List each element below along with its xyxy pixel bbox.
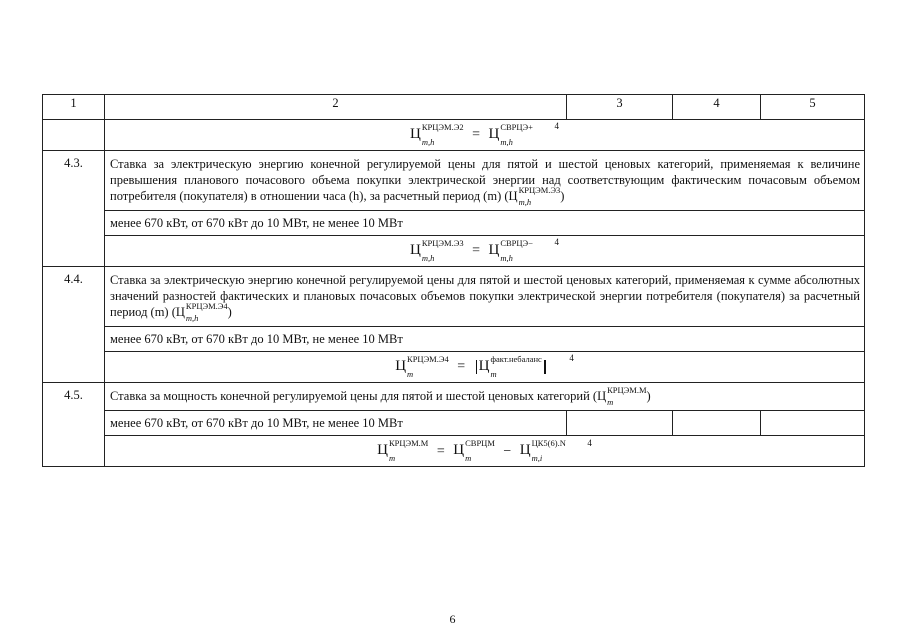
- abs-bar-right: [544, 360, 546, 374]
- item-description: Ставка за электрическую энергию конечной регулируемой цены для пятой и шестой ценовых категорий, применяемая к величине превышения планового почасового объема покупки электрической энергии над соответствующим фактическим почасовым объемом потребителя (покупателя) в отношении часа (h), за расчетный период (m) (Ц КРЦЭМ.Э3 m,h ): [105, 151, 865, 211]
- table-row: [43, 267, 865, 327]
- footnote-mark: 4: [554, 121, 559, 132]
- page-number: 6: [449, 612, 456, 626]
- formula-cell: [105, 120, 865, 151]
- tariff-table: [42, 94, 865, 467]
- footnote-mark: 4: [587, 437, 592, 448]
- formula-cell: [105, 436, 865, 467]
- formula-cell: [105, 236, 865, 267]
- item-description: Ставка за мощность конечной регулируемой цены для пятой и шестой ценовых категорий (Ц КРЦЭМ.М m ): [105, 383, 865, 411]
- formula-e2: Ц КРЦЭМ.Э2 m,h = Ц СВРЦЭ+ m,h $^4$: [410, 121, 559, 147]
- table-row: [43, 120, 865, 151]
- header-cell-1: 1: [43, 95, 105, 120]
- item-number: 4.4.: [43, 267, 105, 383]
- table-row: [43, 411, 865, 436]
- formula-e3: Ц КРЦЭМ.Э3 m,h = Ц СВРЦЭ− m,h $^4$: [410, 237, 559, 264]
- header-cell-4: 4: [673, 95, 761, 120]
- footnote-mark: 4: [569, 353, 574, 364]
- table-row: [43, 327, 865, 352]
- empty-cell: [567, 411, 673, 436]
- formula-cell: [105, 352, 865, 383]
- table-row: [43, 436, 865, 467]
- header-cell-5: 5: [761, 95, 865, 120]
- abs-bar-left: [476, 360, 477, 374]
- table-header-row: [43, 95, 865, 120]
- item-number: 4.3.: [43, 151, 105, 267]
- item-number: 4.5.: [43, 383, 105, 467]
- formula-m: Ц КРЦЭМ.М m = Ц СВРЦМ m − Ц ЦК5(6).N m,i $^4$: [377, 437, 592, 464]
- header-cell-2: 2: [105, 95, 567, 120]
- table-row: [43, 211, 865, 236]
- empty-cell: [761, 411, 865, 436]
- header-cell-3: 3: [567, 95, 673, 120]
- power-range-text: менее 670 кВт, от 670 кВт до 10 МВт, не менее 10 МВт: [105, 327, 865, 352]
- footnote-mark: 4: [554, 237, 559, 248]
- empty-cell: [673, 411, 761, 436]
- table-row: [43, 352, 865, 383]
- table-row: [43, 383, 865, 411]
- table-row: [43, 236, 865, 267]
- power-range-text: менее 670 кВт, от 670 кВт до 10 МВт, не менее 10 МВт: [105, 411, 567, 436]
- item-description: Ставка за электрическую энергию конечной регулируемой цены для пятой и шестой ценовых категорий, применяемая к сумме абсолютных значений разностей фактических и плановых почасовых объемов покупки электрической энергии потребителя (покупателя) за расчетный период (m) (Ц КРЦЭМ.Э4 m,h ): [105, 267, 865, 327]
- formula-e4: Ц КРЦЭМ.Э4 m = Ц факт.небаланс m $^4$: [395, 353, 574, 380]
- table-row: [43, 151, 865, 211]
- power-range-text: менее 670 кВт, от 670 кВт до 10 МВт, не менее 10 МВт: [105, 211, 865, 236]
